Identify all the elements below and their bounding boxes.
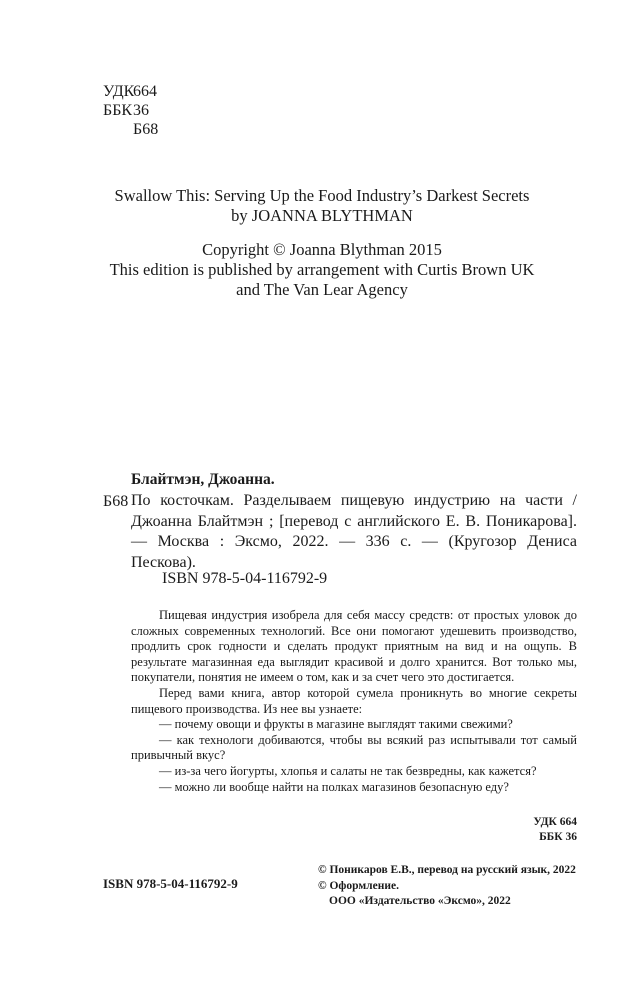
isbn-bottom: ISBN 978-5-04-116792-9 [103,876,238,891]
bbk-row [103,101,158,120]
codes-right-udk: УДК 664 [533,816,577,828]
annotation-paragraph-2: Перед вами книга, автор которой сумела проникнуть во многие секреты пищевого производства. Из нее вы узнаете: [131,685,577,716]
bib-isbn: ISBN 978-5-04-116792-9 [162,570,328,587]
copyright-line-2: © Оформление. [318,879,399,892]
original-title: Swallow This: Serving Up the Food Industry’s Darkest Secrets [114,186,530,205]
author-mark-label [103,120,133,139]
annotation-question-3: — из-за чего йогурты, хлопья и салаты не так безвредны, как кажется? [159,763,537,778]
bib-description: По косточкам. Разделываем пищевую индустрию на части / Джоанна Блайтмэн ; [перевод с английского Е. В. Поникарова]. — Москва : Эксмо, 2022. — 336 с. — (Кругозор Дениса Пескова). [131,492,577,571]
bbk-label: ББК [103,102,133,119]
rights-line-1: Copyright © Joanna Blythman 2015 [202,240,442,259]
original-author: by JOANNA BLYTHMAN [231,206,413,225]
udk-row [103,82,158,101]
rights-line-3: and The Van Lear Agency [236,280,408,299]
copyright-line-1: © Поникаров Е.В., перевод на русский язык, 2022 [318,864,576,876]
bbk-value: 36 [133,102,149,119]
udk-value: 664 [133,83,157,100]
bib-author-heading: Блайтмэн, Джоанна. [131,471,275,488]
annotation-paragraph-1: Пищевая индустрия изобрела для себя массу средств: от простых уловок до сложных современных технологий. Все они помогают удешевить производство, продлить срок годности и сделать продукт приятным на вид и на ощупь. В результате магазинная еда выглядит красивой и долго хранится. Вот только мы, покупатели, понятия не имеем о том, как и за счет чего это достигается. [131,608,577,685]
annotation-question-2: — как технологи добиваются, чтобы вы всякий раз испытывали тот самый привычный вкус? [131,732,577,763]
author-mark-row [103,120,158,139]
copyright-notes [318,863,576,910]
author-mark-value: Б68 [133,121,159,138]
annotation [131,608,577,795]
classification-block [103,82,158,139]
rights-line-2: This edition is published by arrangement with Curtis Brown UK [109,260,535,279]
codes-right-block [460,815,577,845]
codes-right-bbk: ББК 36 [539,831,577,843]
original-title-block [0,186,644,226]
udk-label: УДК [103,83,135,100]
annotation-question-1: — почему овощи и фрукты в магазине выглядят такими свежими? [159,717,513,732]
rights-block [0,240,644,300]
annotation-question-4: — можно ли вообще найти на полках магазинов безопасную еду? [159,779,509,794]
bib-code: Б68 [103,493,129,510]
copyright-line-3: ООО «Издательство «Эксмо», 2022 [329,895,511,907]
